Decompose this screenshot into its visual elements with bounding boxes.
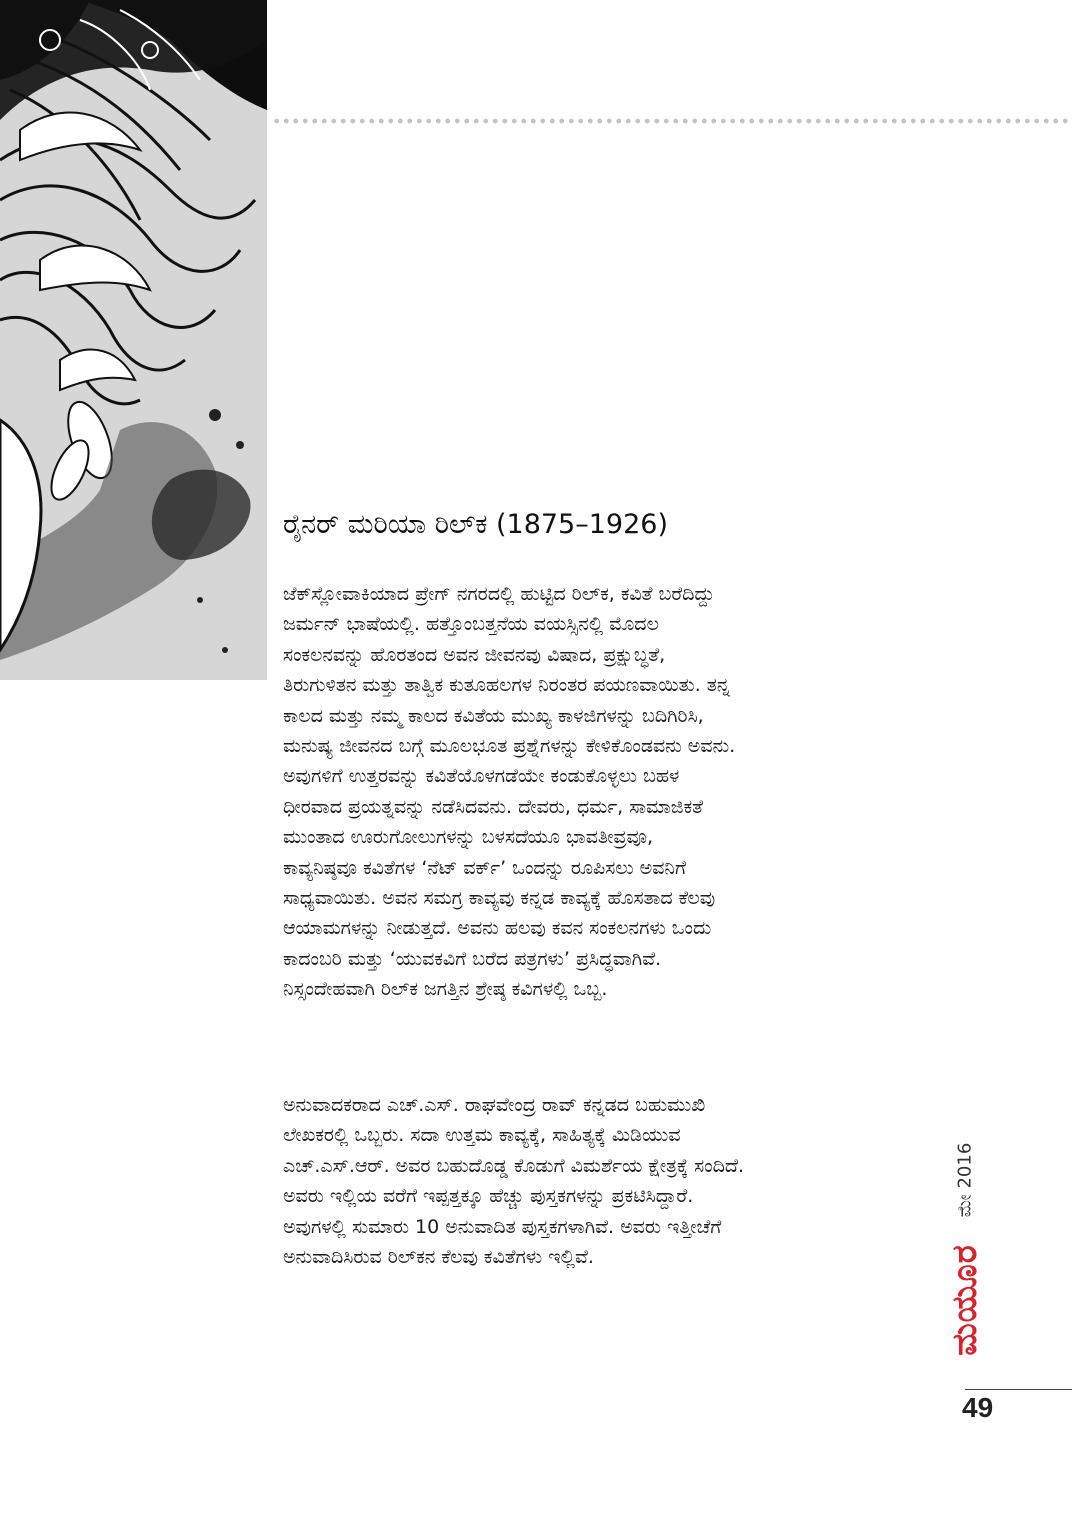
text-line: ಲೇಖಕರಲ್ಲಿ ಒಬ್ಬರು. ಸದಾ ಉತ್ತಮ ಕಾವ್ಯಕ್ಕೆ, ಸಾಹಿತ್ಯಕ್ಕೆ ಮಿಡಿಯುವ xyxy=(283,1124,681,1147)
text-line: ಕಾದಂಬರಿ ಮತ್ತು ‘ಯುವಕವಿಗೆ ಬರೆದ ಪತ್ರಗಳು’ ಪ್ರಸಿದ್ಧವಾಗಿವೆ. xyxy=(283,947,662,970)
text-line: ಅವರು ಇಲ್ಲಿಯ ವರೆಗೆ ಇಪ್ಪತ್ತಕ್ಕೂ ಹೆಚ್ಚು ಪುಸ್ತಕಗಳನ್ನು ಪ್ರಕಟಿಸಿದ್ದಾರೆ. xyxy=(283,1185,694,1208)
text-line: ನಿಸ್ಸಂದೇಹವಾಗಿ ರಿಲ್‌ಕ ಜಗತ್ತಿನ ಶ್ರೇಷ್ಠ ಕವಿಗಳಲ್ಲಿ ಒಬ್ಬ. xyxy=(283,978,608,1001)
decorative-illustration xyxy=(0,0,267,680)
text-line: ತಿರುಗುಳಿತನ ಮತ್ತು ತಾತ್ವಿಕ ಕುತೂಹಲಗಳ ನಿರಂತರ ಪಯಣವಾಯಿತು. ತನ್ನ xyxy=(283,674,730,697)
text-line: ಎಚ್.ಎಸ್.ಆರ್. ಅವರ ಬಹುದೊಡ್ಡ ಕೊಡುಗೆ ವಿಮರ್ಶೆಯ ಕ್ಷೇತ್ರಕ್ಕೆ ಸಂದಿದೆ. xyxy=(283,1154,744,1177)
magazine-side-label xyxy=(920,1140,1010,1370)
biography-paragraph xyxy=(283,579,943,1005)
text-line: ಸಾಧ್ಯವಾಯಿತು. ಅವನ ಸಮಗ್ರ ಕಾವ್ಯವು ಕನ್ನಡ ಕಾವ್ಯಕ್ಕೆ ಹೊಸತಾದ ಕೆಲವು xyxy=(283,887,716,910)
text-line: ಅನುವಾದಿಸಿರುವ ರಿಲ್‌ಕನ ಕೆಲವು ಕವಿತೆಗಳು ಇಲ್ಲಿವೆ. xyxy=(283,1246,594,1269)
text-line: ಅವುಗಳಲ್ಲಿ ಸುಮಾರು 10 ಅನುವಾದಿತ ಪುಸ್ತಕಗಳಾಗಿವೆ. ಅವರು ಇತ್ತೀಚೆಗೆ xyxy=(283,1215,722,1238)
text-line: ಅವುಗಳಿಗೆ ಉತ್ತರವನ್ನು ಕವಿತೆಯೊಳಗಡೆಯೇ ಕಂಡುಕೊಳ್ಳಲು ಬಹಳ xyxy=(283,765,680,788)
text-line: ಮುಂತಾದ ಊರುಗೋಲುಗಳನ್ನು ಬಳಸದೆಯೂ ಭಾವತೀವ್ರವೂ, xyxy=(283,826,653,849)
magazine-logo: ಮಯೂರ xyxy=(945,1244,985,1356)
footer-divider xyxy=(965,1389,1072,1390)
page-number: 49 xyxy=(962,1392,994,1423)
text-line: ಕಾಲದ ಮತ್ತು ನಮ್ಮ ಕಾಲದ ಕವಿತೆಯ ಮುಖ್ಯ ಕಾಳಜಿಗಳನ್ನು ಬದಿಗಿರಿಸಿ, xyxy=(283,704,704,727)
text-line: ಕಾವ್ಯನಿಷ್ಠವೂ ಕವಿತೆಗಳ ‘ನೆಟ್ ವರ್ಕ್’ ಒಂದನ್ನು ರೂಪಿಸಲು ಅವನಿಗೆ xyxy=(283,856,687,879)
text-line: ಧೀರವಾದ ಪ್ರಯತ್ನವನ್ನು ನಡೆಸಿದವನು. ದೇವರು, ಧರ್ಮ, ಸಾಮಾಜಿಕತೆ xyxy=(283,795,703,818)
text-line: ಜರ್ಮನ್ ಭಾಷೆಯಲ್ಲಿ. ಹತ್ತೊಂಬತ್ತನೆಯ ವಯಸ್ಸಿನಲ್ಲಿ ಮೊದಲ xyxy=(283,613,659,636)
hair-swirl-artwork xyxy=(0,0,267,680)
text-line: ಅನುವಾದಕರಾದ ಎಚ್.ಎಸ್. ರಾಘವೇಂದ್ರ ರಾವ್ ಕನ್ನಡದ ಬಹುಮುಖಿ xyxy=(283,1094,706,1116)
article-title: ರೈನರ್ ಮರಿಯಾ ರಿಲ್‌ಕ (1875–1926) xyxy=(283,509,668,540)
translator-paragraph xyxy=(283,1090,943,1272)
issue-date: ಮೇ 2016 xyxy=(954,1142,976,1218)
text-line: ಸಂಕಲನವನ್ನು ಹೊರತಂದ ಅವನ ಜೀವನವು ವಿಷಾದ, ಪ್ರಕ್ಷುಬ್ಧತೆ, xyxy=(283,643,666,666)
text-line: ಮನುಷ್ಯ ಜೀವನದ ಬಗ್ಗೆ ಮೂಲಭೂತ ಪ್ರಶ್ನೆಗಳನ್ನು ಕೇಳಿಕೊಂಡವನು ಅವನು. xyxy=(283,735,736,758)
text-line: ಆಯಾಮಗಳನ್ನು ನೀಡುತ್ತದೆ. ಅವನು ಹಲವು ಕವನ ಸಂಕಲನಗಳು ಒಂದು xyxy=(283,917,712,940)
dotted-divider xyxy=(272,118,1072,124)
text-line: ಜೆಕ್‌ಸ್ಲೋವಾಕಿಯಾದ ಪ್ರೇಗ್ ನಗರದಲ್ಲಿ ಹುಟ್ಟಿದ ರಿಲ್‌ಕ, ಕವಿತೆ ಬರೆದಿದ್ದು xyxy=(283,583,715,605)
